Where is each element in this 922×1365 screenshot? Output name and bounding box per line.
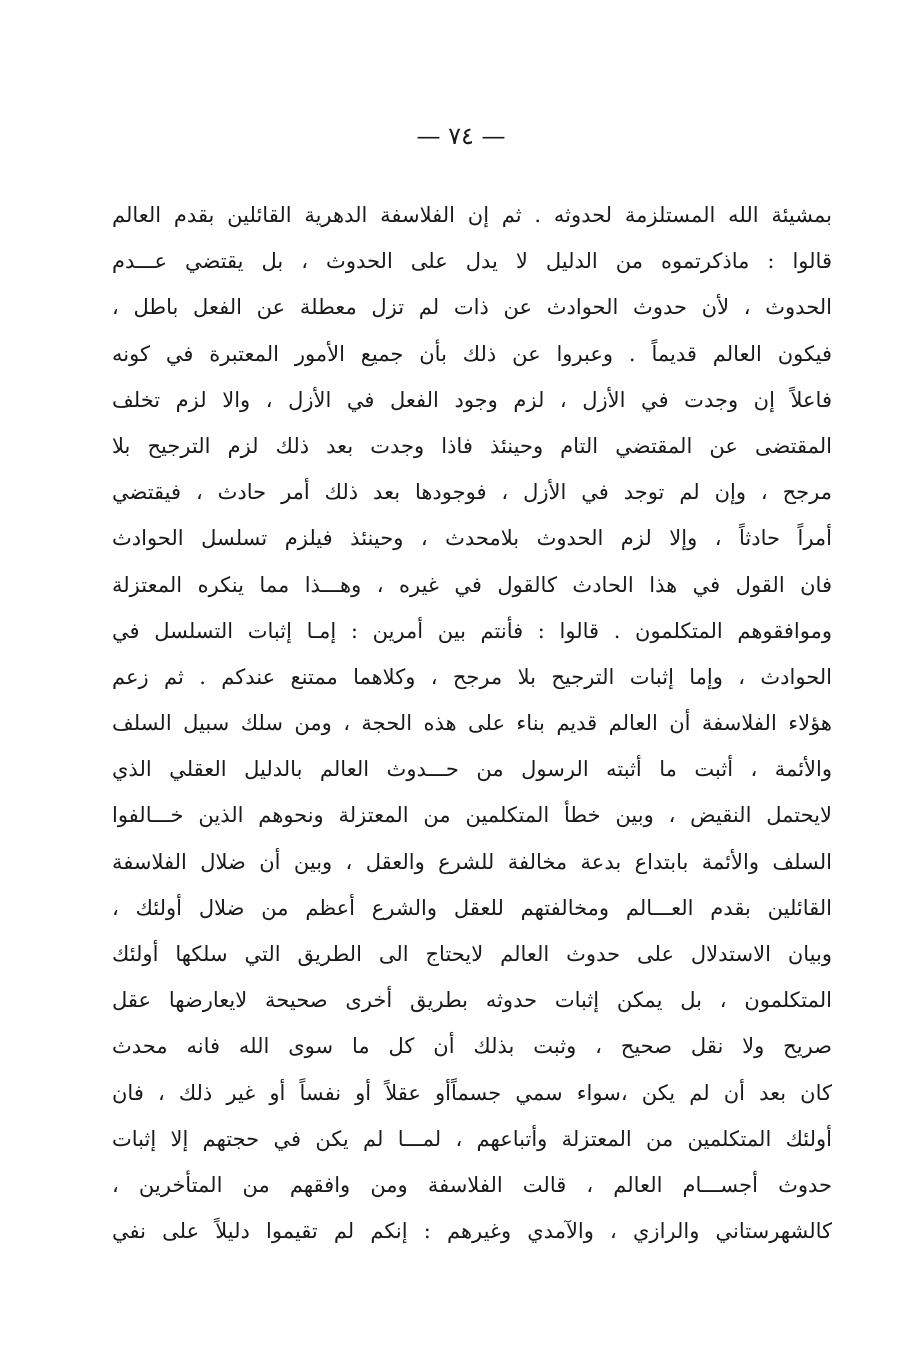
text-line: حدوث أجســـام العالم ، قالت الفلاسفة ومن وافقهم من المتأخرين ،: [112, 1172, 832, 1197]
text-line: لايحتمل النقيض ، وبين خطأ المتكلمين من المعتزلة ونحوهم الذين خـــالفوا: [112, 803, 832, 828]
text-line: المتكلمون ، بل يمكن إثبات حدوثه بطريق أخرى صحيحة لايعارضها عقل: [112, 988, 832, 1013]
text-line: أولئك المتكلمين من المعتزلة وأتباعهم ، لمـــا لم يكن في حجتهم إلا إثبات: [112, 1126, 832, 1151]
page-number: — ٧٤ —: [416, 122, 506, 150]
text-line: فاعلاً إن وجدت في الأزل ، لزم وجود الفعل في الأزل ، والا لزم تخلف: [112, 387, 832, 412]
text-line: صريح ولا نقل صحيح ، وثبت بذلك أن كل ما سوى الله فانه محدث: [112, 1034, 832, 1059]
text-line: الحوادث ، وإما إثبات الترجيح بلا مرجح ، وكلاهما ممتنع عندكم . ثم زعم: [112, 664, 832, 689]
text-line: بمشيئة الله المستلزمة لحدوثه . ثم إن الفلاسفة الدهرية القائلين بقدم العالم: [112, 203, 832, 227]
text-line: وبيان الاستدلال على حدوث العالم لايحتاج الى الطريق التي سلكها أولئك: [112, 942, 832, 966]
text-line: كالشهرستاني والرازي ، والآمدي وغيرهم : إنكم لم تقيموا دليلاً على نفي: [112, 1219, 832, 1244]
text-line: والأئمة ، أثبت ما أثبته الرسول من حـــدوث العالم بالدليل العقلي الذي: [112, 757, 832, 782]
text-line: فيكون العالم قديماً . وعبروا عن ذلك بأن جميع الأمور المعتبرة في كونه: [112, 341, 832, 366]
text-line: فان القول في هذا الحادث كالقول في غيره ، وهـــذا مما ينكره المعتزلة: [112, 572, 832, 597]
text-line: الحدوث ، لأن حدوث الحوادث عن ذات لم تزل معطلة عن الفعل باطل ،: [112, 295, 832, 320]
body-text: [112, 192, 832, 1254]
text-line: المقتضى عن المقتضي التام وحينئذ فاذا وجدت بعد ذلك لزم الترجيح بلا: [112, 433, 832, 458]
text-line: السلف والأئمة بابتداع بدعة مخالفة للشرع والعقل ، وبين أن ضلال الفلاسفة: [112, 849, 832, 874]
text-line: كان بعد أن لم يكن ،سواء سمي جسماًأو عقلاً أو نفساً أو غير ذلك ، فان: [112, 1080, 832, 1105]
text-line: أمراً حادثاً ، وإلا لزم الحدوث بلامحدث ، وحينئذ فيلزم تسلسل الحوادث: [112, 526, 832, 551]
text-line: قالوا : ماذكرتموه من الدليل لا يدل على الحدوث ، بل يقتضي عـــدم: [112, 249, 832, 274]
text-line: هؤلاء الفلاسفة أن العالم قديم بناء على هذه الحجة ، ومن سلك سبيل السلف: [112, 711, 832, 736]
text-line: مرجح ، وإن لم توجد في الأزل ، فوجودها بعد ذلك أمر حادث ، فيقتضي: [112, 480, 832, 505]
text-line: القائلين بقدم العـــالم ومخالفتهم للعقل والشرع أعظم من ضلال أولئك ،: [112, 895, 832, 920]
text-line: وموافقوهم المتكلمون . قالوا : فأنتم بين أمرين : إمـا إثبات التسلسل في: [112, 618, 832, 643]
